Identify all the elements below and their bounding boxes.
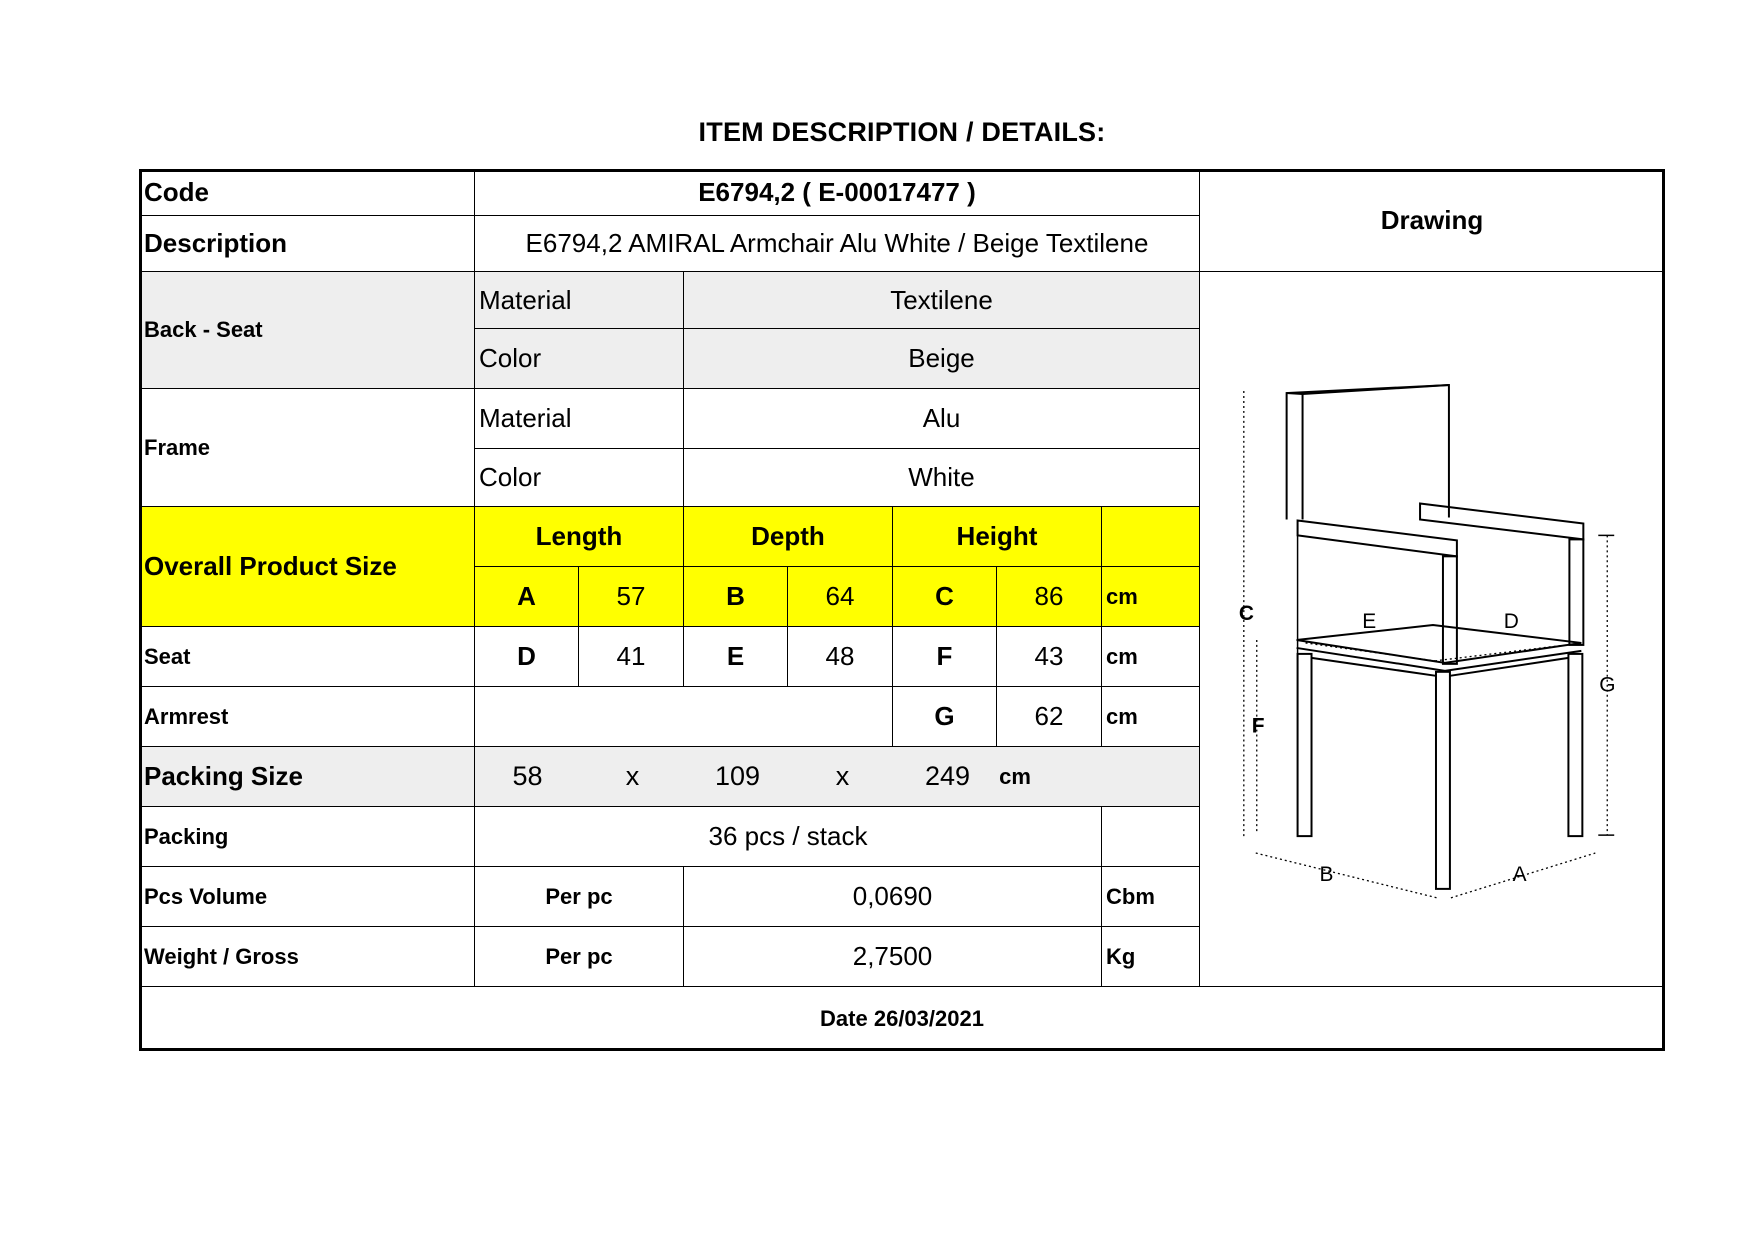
length-header: Length bbox=[474, 506, 684, 567]
overall-blank-cell bbox=[1101, 506, 1200, 567]
seat-label: Seat bbox=[139, 626, 475, 687]
drawing-letter-d: D bbox=[1503, 610, 1519, 634]
front-right-leg bbox=[1568, 654, 1582, 836]
weight-label: Weight / Gross bbox=[139, 926, 475, 987]
drawing-letter-e: E bbox=[1362, 610, 1377, 634]
back-seat-color-value: Beige bbox=[683, 328, 1200, 389]
dim-c-label: C bbox=[892, 566, 997, 627]
drawing-letter-c: C bbox=[1238, 602, 1254, 626]
frame-color-label: Color bbox=[474, 448, 684, 507]
dim-e-label: E bbox=[683, 626, 788, 687]
spec-table bbox=[139, 169, 1665, 1051]
packing-label: Packing bbox=[139, 806, 475, 867]
packing-size-label: Packing Size bbox=[139, 746, 475, 807]
back-seat-material-value: Textilene bbox=[683, 271, 1200, 329]
packing-size-values bbox=[474, 746, 1200, 807]
dim-a-value: 57 bbox=[578, 566, 684, 627]
drawing-cell bbox=[1199, 271, 1665, 987]
pcs-volume-value: 0,0690 bbox=[683, 866, 1102, 927]
drawing-letter-g: G bbox=[1599, 673, 1616, 697]
back-seat-material-label: Material bbox=[474, 271, 684, 329]
description-label: Description bbox=[139, 215, 475, 272]
backrest-frame bbox=[1287, 385, 1449, 519]
frame-material-value: Alu bbox=[683, 388, 1200, 449]
dim-b-label: B bbox=[683, 566, 788, 627]
packing-size-width: 58 bbox=[512, 761, 543, 791]
armrest-blank-cell bbox=[474, 686, 893, 747]
pcs-volume-unit: Cbm bbox=[1101, 866, 1200, 927]
weight-unit: Kg bbox=[1101, 926, 1200, 987]
chair-drawing bbox=[1200, 272, 1664, 987]
packing-size-x1: x bbox=[625, 761, 640, 791]
dim-b-value: 64 bbox=[787, 566, 893, 627]
packing-size-height: 249 bbox=[924, 761, 971, 791]
right-arm-support bbox=[1569, 539, 1583, 645]
drawing-letter-a: A bbox=[1512, 862, 1527, 886]
drawing-letter-b: B bbox=[1319, 862, 1334, 886]
overall-size-label: Overall Product Size bbox=[139, 506, 475, 627]
back-seat-color-label: Color bbox=[474, 328, 684, 389]
dim-c-value: 86 bbox=[996, 566, 1102, 627]
front-left-leg bbox=[1436, 672, 1450, 889]
dim-a-label: A bbox=[474, 566, 579, 627]
drawing-letter-f: F bbox=[1251, 714, 1265, 738]
armrest-unit: cm bbox=[1101, 686, 1200, 747]
dim-f-value: 43 bbox=[996, 626, 1102, 687]
packing-size-x2: x bbox=[835, 761, 850, 791]
back-left-leg bbox=[1298, 654, 1312, 836]
dim-g-value: 62 bbox=[996, 686, 1102, 747]
seat-unit: cm bbox=[1101, 626, 1200, 687]
frame-label: Frame bbox=[139, 388, 475, 507]
date-footer: Date 26/03/2021 bbox=[139, 986, 1665, 1051]
weight-per: Per pc bbox=[474, 926, 684, 987]
dim-d-label: D bbox=[474, 626, 579, 687]
packing-value: 36 pcs / stack bbox=[474, 806, 1102, 867]
armrest-label: Armrest bbox=[139, 686, 475, 747]
left-armrest bbox=[1298, 520, 1457, 556]
description-value: E6794,2 AMIRAL Armchair Alu White / Beige Textilene bbox=[474, 215, 1200, 272]
back-seat-label: Back - Seat bbox=[139, 271, 475, 389]
front-arm-support bbox=[1443, 556, 1457, 664]
dim-e-value: 48 bbox=[787, 626, 893, 687]
weight-value: 2,7500 bbox=[683, 926, 1102, 987]
frame-color-value: White bbox=[683, 448, 1200, 507]
frame-material-label: Material bbox=[474, 388, 684, 449]
pcs-volume-per: Per pc bbox=[474, 866, 684, 927]
right-armrest bbox=[1420, 504, 1583, 540]
dim-d-value: 41 bbox=[578, 626, 684, 687]
packing-blank-cell bbox=[1101, 806, 1200, 867]
pcs-volume-label: Pcs Volume bbox=[139, 866, 475, 927]
code-label: Code bbox=[139, 169, 475, 216]
depth-header: Depth bbox=[683, 506, 893, 567]
height-header: Height bbox=[892, 506, 1102, 567]
page-title: ITEM DESCRIPTION / DETAILS: bbox=[698, 117, 1106, 147]
dim-g-label: G bbox=[892, 686, 997, 747]
code-value: E6794,2 ( E-00017477 ) bbox=[474, 169, 1200, 216]
packing-size-depth: 109 bbox=[714, 761, 761, 791]
overall-unit: cm bbox=[1101, 566, 1200, 627]
dim-f-label: F bbox=[892, 626, 997, 687]
drawing-header: Drawing bbox=[1199, 169, 1665, 272]
packing-size-unit: cm bbox=[999, 763, 1031, 789]
